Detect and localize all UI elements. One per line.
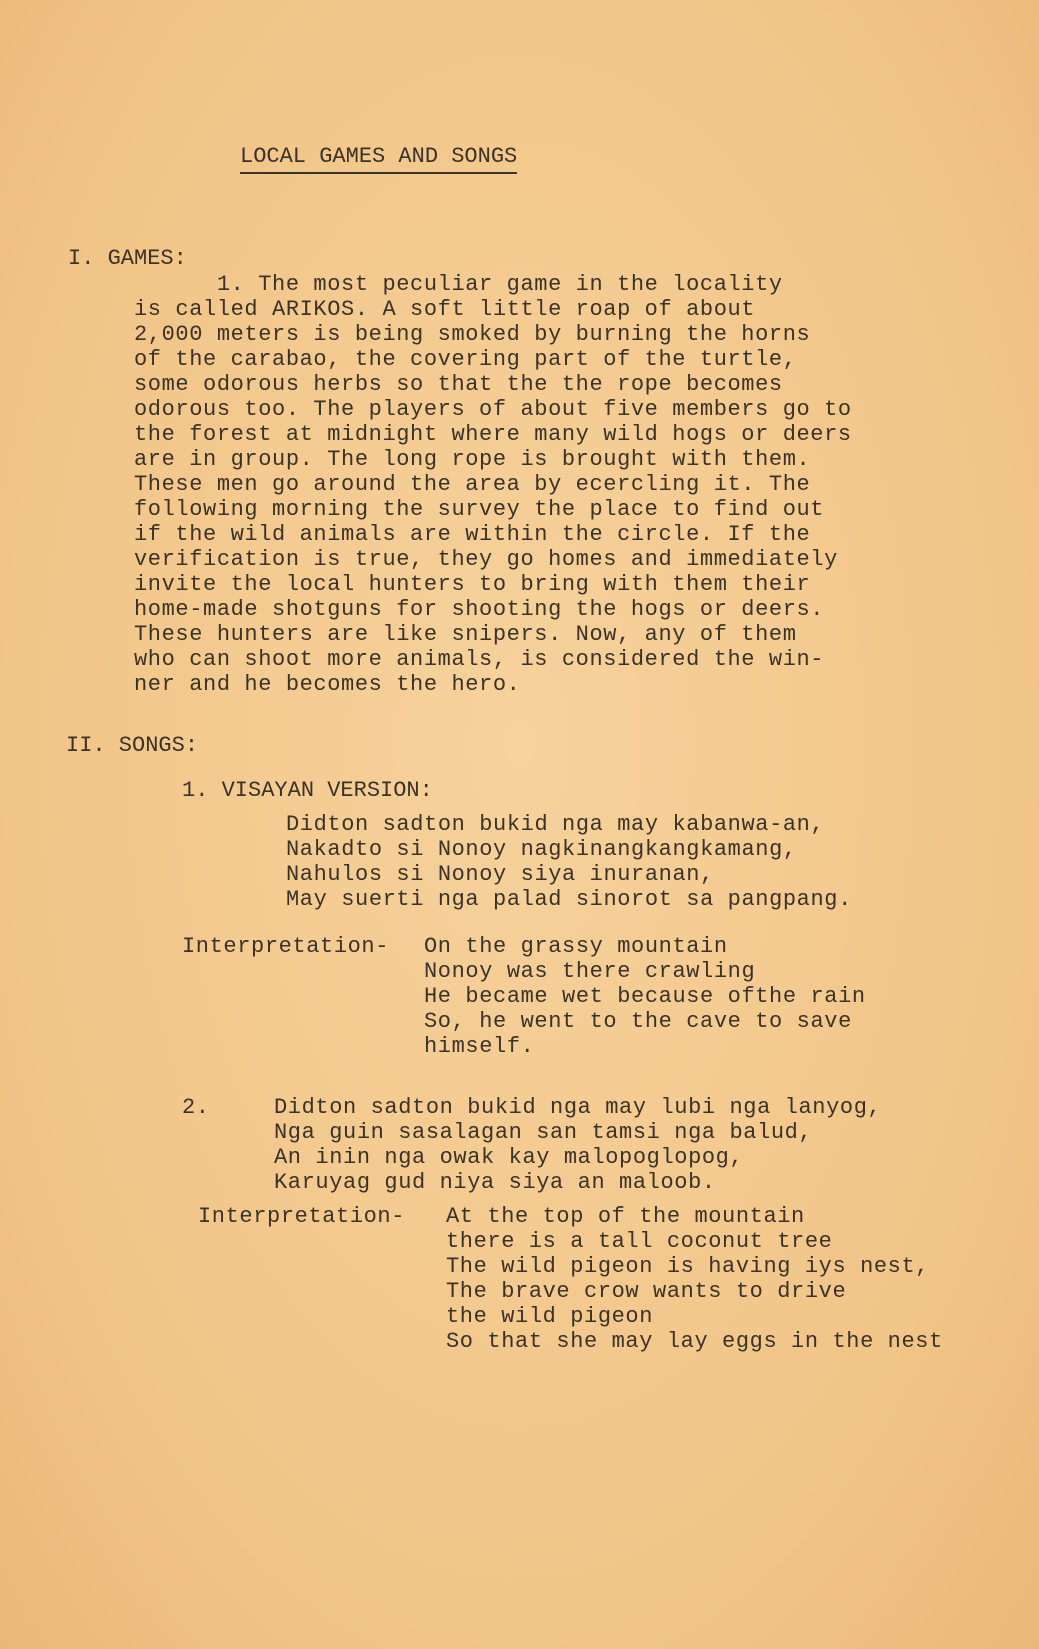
paragraph-line: home-made shotguns for shooting the hogs or deers.	[134, 597, 825, 622]
interpretation-line: So, he went to the cave to save	[424, 1009, 852, 1034]
paragraph-line: some odorous herbs so that the the rope becomes	[134, 372, 783, 397]
interpretation-line: The brave crow wants to drive	[446, 1279, 847, 1304]
paragraph-line: are in group. The long rope is brought with them.	[134, 447, 811, 472]
interpretation-line: there is a tall coconut tree	[446, 1229, 833, 1254]
paragraph-line: ner and he becomes the hero.	[134, 672, 521, 697]
verse-line: Nga guin sasalagan san tamsi nga balud,	[274, 1120, 813, 1145]
paragraph-line: who can shoot more animals, is considered the win-	[134, 647, 825, 672]
paragraph-line: 2,000 meters is being smoked by burning the horns	[134, 322, 811, 347]
interpretation-label: Interpretation-	[182, 934, 390, 959]
paragraph-line: following morning the survey the place to find out	[134, 497, 825, 522]
verse-line: May suerti nga palad sinorot sa pangpang.	[286, 887, 852, 912]
paragraph-line: of the carabao, the covering part of the turtle,	[134, 347, 797, 372]
paragraph-line: invite the local hunters to bring with them their	[134, 572, 811, 597]
interpretation-line: So that she may lay eggs in the nest	[446, 1329, 943, 1354]
verse-line: Didton sadton bukid nga may kabanwa-an,	[286, 812, 825, 837]
paragraph-line: odorous too. The players of about five members go to	[134, 397, 852, 422]
paragraph-line: 1. The most peculiar game in the locality	[134, 272, 783, 297]
verse-line: Karuyag gud niya siya an maloob.	[274, 1170, 716, 1195]
verse-line: Nahulos si Nonoy siya inuranan,	[286, 862, 714, 887]
interpretation-line: He became wet because ofthe rain	[424, 984, 866, 1009]
song2-label: 2.	[182, 1095, 210, 1120]
paragraph-line: These hunters are like snipers. Now, any of them	[134, 622, 797, 647]
games-heading: I. GAMES:	[68, 246, 187, 271]
interpretation-line: himself.	[424, 1034, 535, 1059]
interpretation-line: At the top of the mountain	[446, 1204, 805, 1229]
paragraph-line: verification is true, they go homes and immediately	[134, 547, 838, 572]
interpretation-line: the wild pigeon	[446, 1304, 654, 1329]
interpretation-label: Interpretation-	[198, 1204, 406, 1229]
verse-line: Didton sadton bukid nga may lubi nga lanyog,	[274, 1095, 882, 1120]
page-title: LOCAL GAMES AND SONGS	[240, 144, 517, 174]
song1-label: 1. VISAYAN VERSION:	[182, 778, 433, 803]
interpretation-line: Nonoy was there crawling	[424, 959, 756, 984]
paragraph-line: is called ARIKOS. A soft little roap of about	[134, 297, 756, 322]
interpretation-line: The wild pigeon is having iys nest,	[446, 1254, 930, 1279]
verse-line: Nakadto si Nonoy nagkinangkangkamang,	[286, 837, 797, 862]
paragraph-line: the forest at midnight where many wild hogs or deers	[134, 422, 852, 447]
paragraph-line: These men go around the area by ecercling it. The	[134, 472, 811, 497]
interpretation-line: On the grassy mountain	[424, 934, 728, 959]
songs-heading: II. SONGS:	[66, 733, 199, 758]
verse-line: An inin nga owak kay malopoglopog,	[274, 1145, 744, 1170]
paragraph-line: if the wild animals are within the circle. If the	[134, 522, 811, 547]
